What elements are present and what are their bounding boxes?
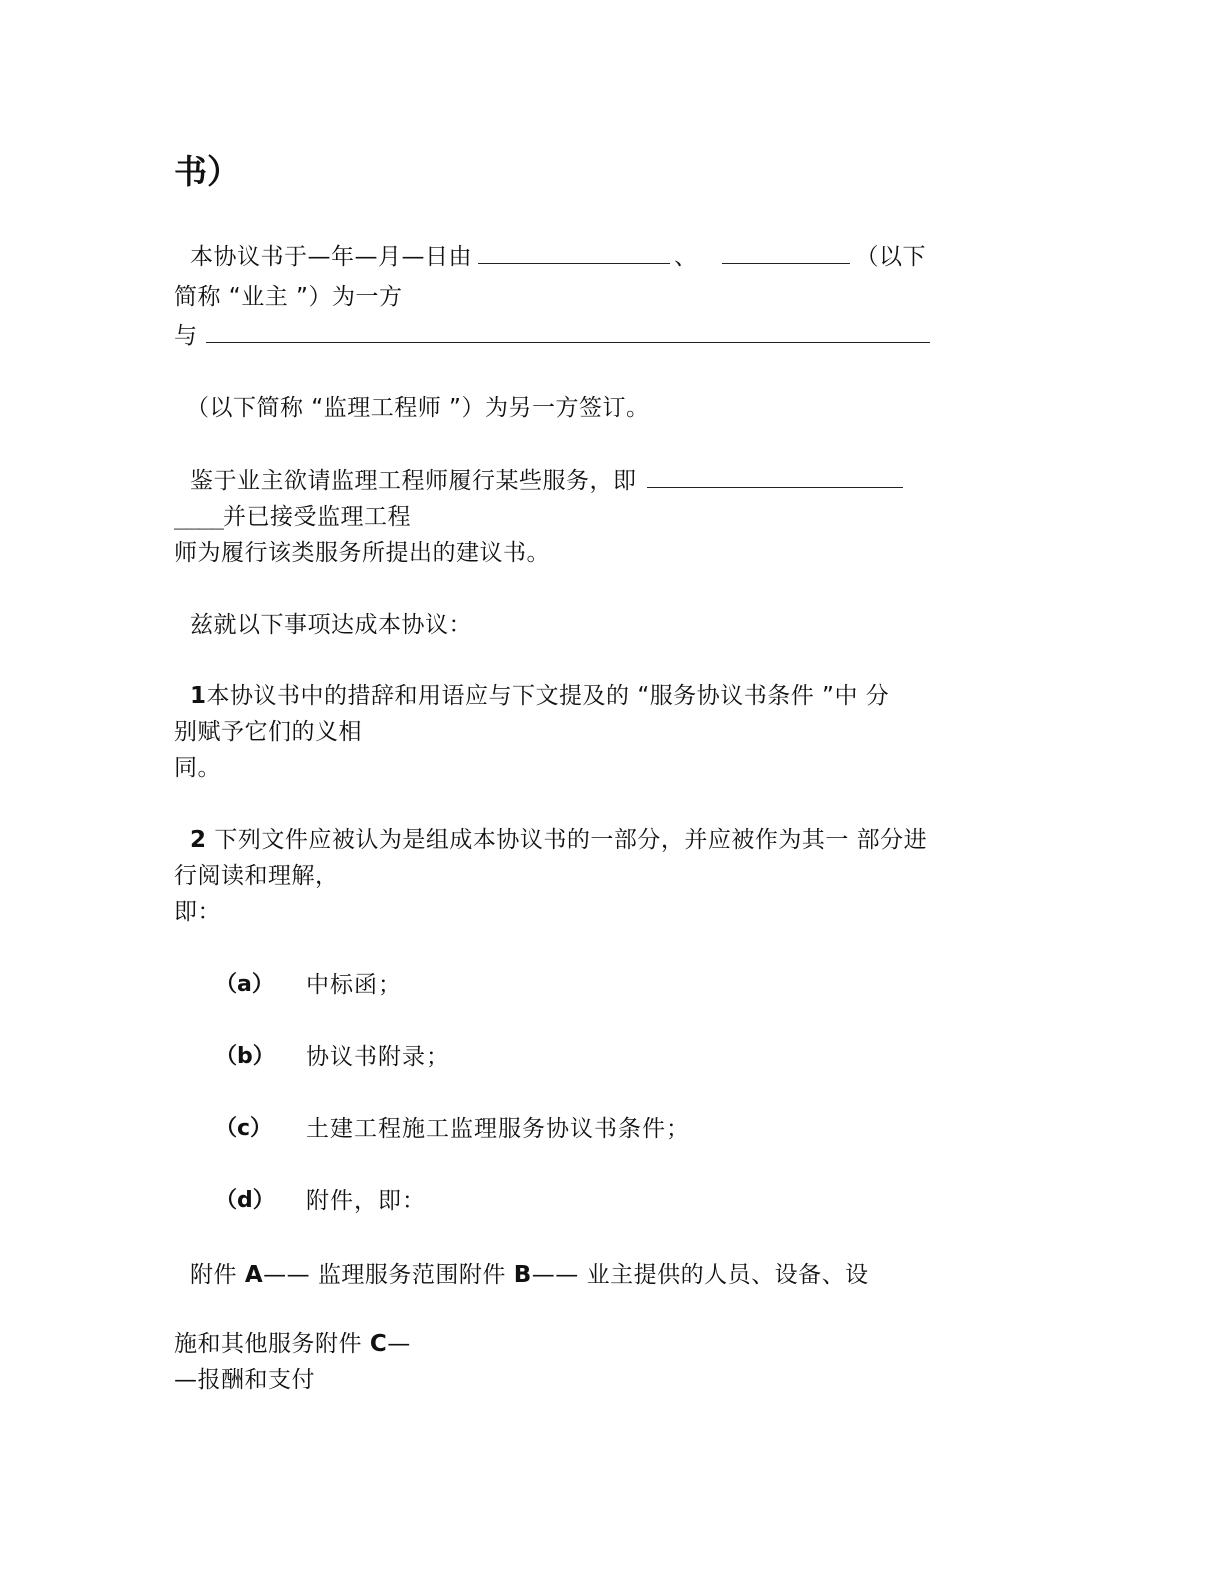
list-item-text-d: 附件，即： [306,1188,426,1214]
services-blank[interactable] [647,467,903,488]
title-fragment: 书） [174,152,240,191]
clause2-line1 [190,826,927,854]
list-item-text-b: 协议书附录； [306,1044,450,1070]
clause2-line3: 即： [174,899,221,925]
party-a-blank-2[interactable] [722,243,850,264]
para1-line2: 简称 “业主 ”）为一方 [174,284,403,310]
annex-a-text: —— 监理服务范围附件 [263,1262,514,1288]
para3-text-2: 并已接受监理工程 [222,504,411,530]
para1-text-pre: 本协议书于—年—月—日由 [190,244,472,270]
list-item-label-a: （a） [215,972,274,997]
clause1-line3: 同。 [174,755,221,781]
list-item-text-a: 中标函； [306,972,402,998]
para3-line3: 师为履行该类服务所提出的建议书。 [174,540,550,566]
list-item-label-d: （d） [215,1188,275,1213]
clause2-line2: 行阅读和理解， [174,863,339,889]
party-a-blank-1[interactable] [478,243,670,264]
annex-line2 [174,1330,411,1358]
list-item-label-c: （c） [215,1116,273,1141]
list-item-label-b: （b） [215,1044,275,1069]
annex-a-letter: A [244,1262,264,1288]
annex-b-text-cont: 施和其他服务附件 [174,1331,370,1357]
annex-a-prefix: 附件 [190,1262,245,1288]
para1-text-post: （以下 [855,244,926,270]
clause2-text: 下列文件应被认为是组成本协议书的一部分，并应被作为其一 部分进 [206,827,928,853]
services-blank-cont[interactable]: ____ [174,505,223,530]
party-b-blank[interactable] [206,322,930,343]
para1-with: 与 [174,323,198,349]
para1-separator: 、 [674,244,698,270]
annex-c-letter: C [369,1331,388,1357]
clause1-line1 [190,682,889,710]
para3-line2 [174,503,411,532]
clause2-number: 2 [190,827,207,853]
para1-line1 [190,243,926,271]
clause1-number: 1 [190,683,207,709]
clause1-line2: 别赋予它们的义相 [174,719,362,745]
list-item-text-c: 土建工程施工监理服务协议书条件； [306,1116,690,1142]
annex-c-dash: — [387,1331,411,1357]
para1-line3 [174,322,930,350]
annex-line3: —报酬和支付 [174,1367,315,1393]
annex-line1 [190,1261,869,1289]
annex-b-text: —— 业主提供的人员、设备、设 [531,1262,869,1288]
para4: 兹就以下事项达成本协议： [190,612,472,638]
annex-b-letter: B [513,1262,532,1288]
clause1-text: 本协议书中的措辞和用语应与下文提及的 “服务协议书条件 ”中 分 [206,683,890,709]
para3-text: 鉴于业主欲请监理工程师履行某些服务，即 [190,468,637,494]
para3-line1 [190,467,903,495]
para2: （以下简称 “监理工程师 ”）为另一方签订。 [186,395,650,421]
